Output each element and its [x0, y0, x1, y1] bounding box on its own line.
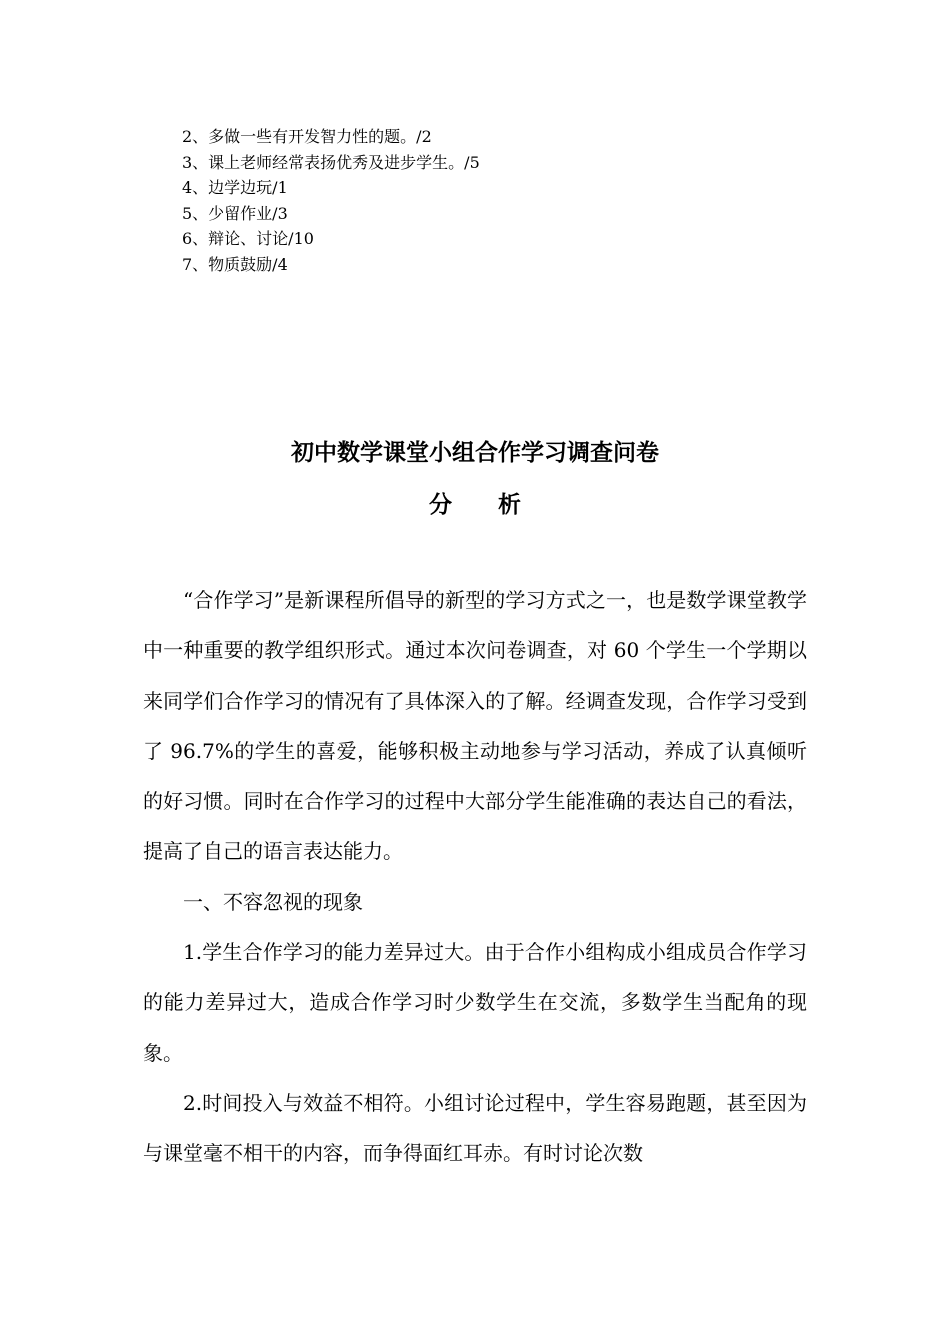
list-item: 2、多做一些有开发智力性的题。/2: [182, 127, 432, 146]
list-item: 4、边学边玩/1: [182, 178, 288, 197]
list-item: 3、课上老师经常表扬优秀及进步学生。/5: [182, 152, 480, 172]
document-body: [143, 575, 807, 1179]
list-item: 7、物质鼓励/4: [182, 254, 288, 274]
document-title: 初中数学课堂小组合作学习调查问卷: [291, 439, 659, 466]
point-paragraph-1: 1.学生合作学习的能力差异过大。由于合作小组构成小组成员合作学习的能力差异过大，造成合作学习时少数学生在交流，多数学生当配角的现象。: [143, 940, 807, 1065]
subtitle-char-1: 分: [429, 491, 452, 518]
point-paragraph-2: 2.时间投入与效益不相符。小组讨论过程中，学生容易跑题，甚至因为与课堂毫不相干的内容，而争得面红耳赤。有时讨论次数: [143, 1090, 807, 1166]
intro-paragraph: “合作学习”是新课程所倡导的新型的学习方式之一，也是数学课堂教学中一种重要的教学组织形式。通过本次问卷调查，对 60 个学生一个学期以来同学们合作学习的情况有了具体深入的了解。经调查发现，合作学习受到了 96.7%的学生的喜爱，能够积极主动地参与学习活动，养成了认真倾听的好习惯。同时在合作学习的过程中大部分学生能准确的表达自己的看法，提高了自己的语言表达能力。: [143, 588, 807, 864]
suggestion-list: [182, 124, 480, 277]
list-item: 6、辩论、讨论/10: [182, 229, 314, 248]
section-heading: 一、不容忽视的现象: [183, 889, 363, 914]
document-subtitle: [0, 486, 950, 519]
subtitle-char-2: 析: [498, 491, 521, 518]
list-item: 5、少留作业/3: [182, 203, 288, 223]
